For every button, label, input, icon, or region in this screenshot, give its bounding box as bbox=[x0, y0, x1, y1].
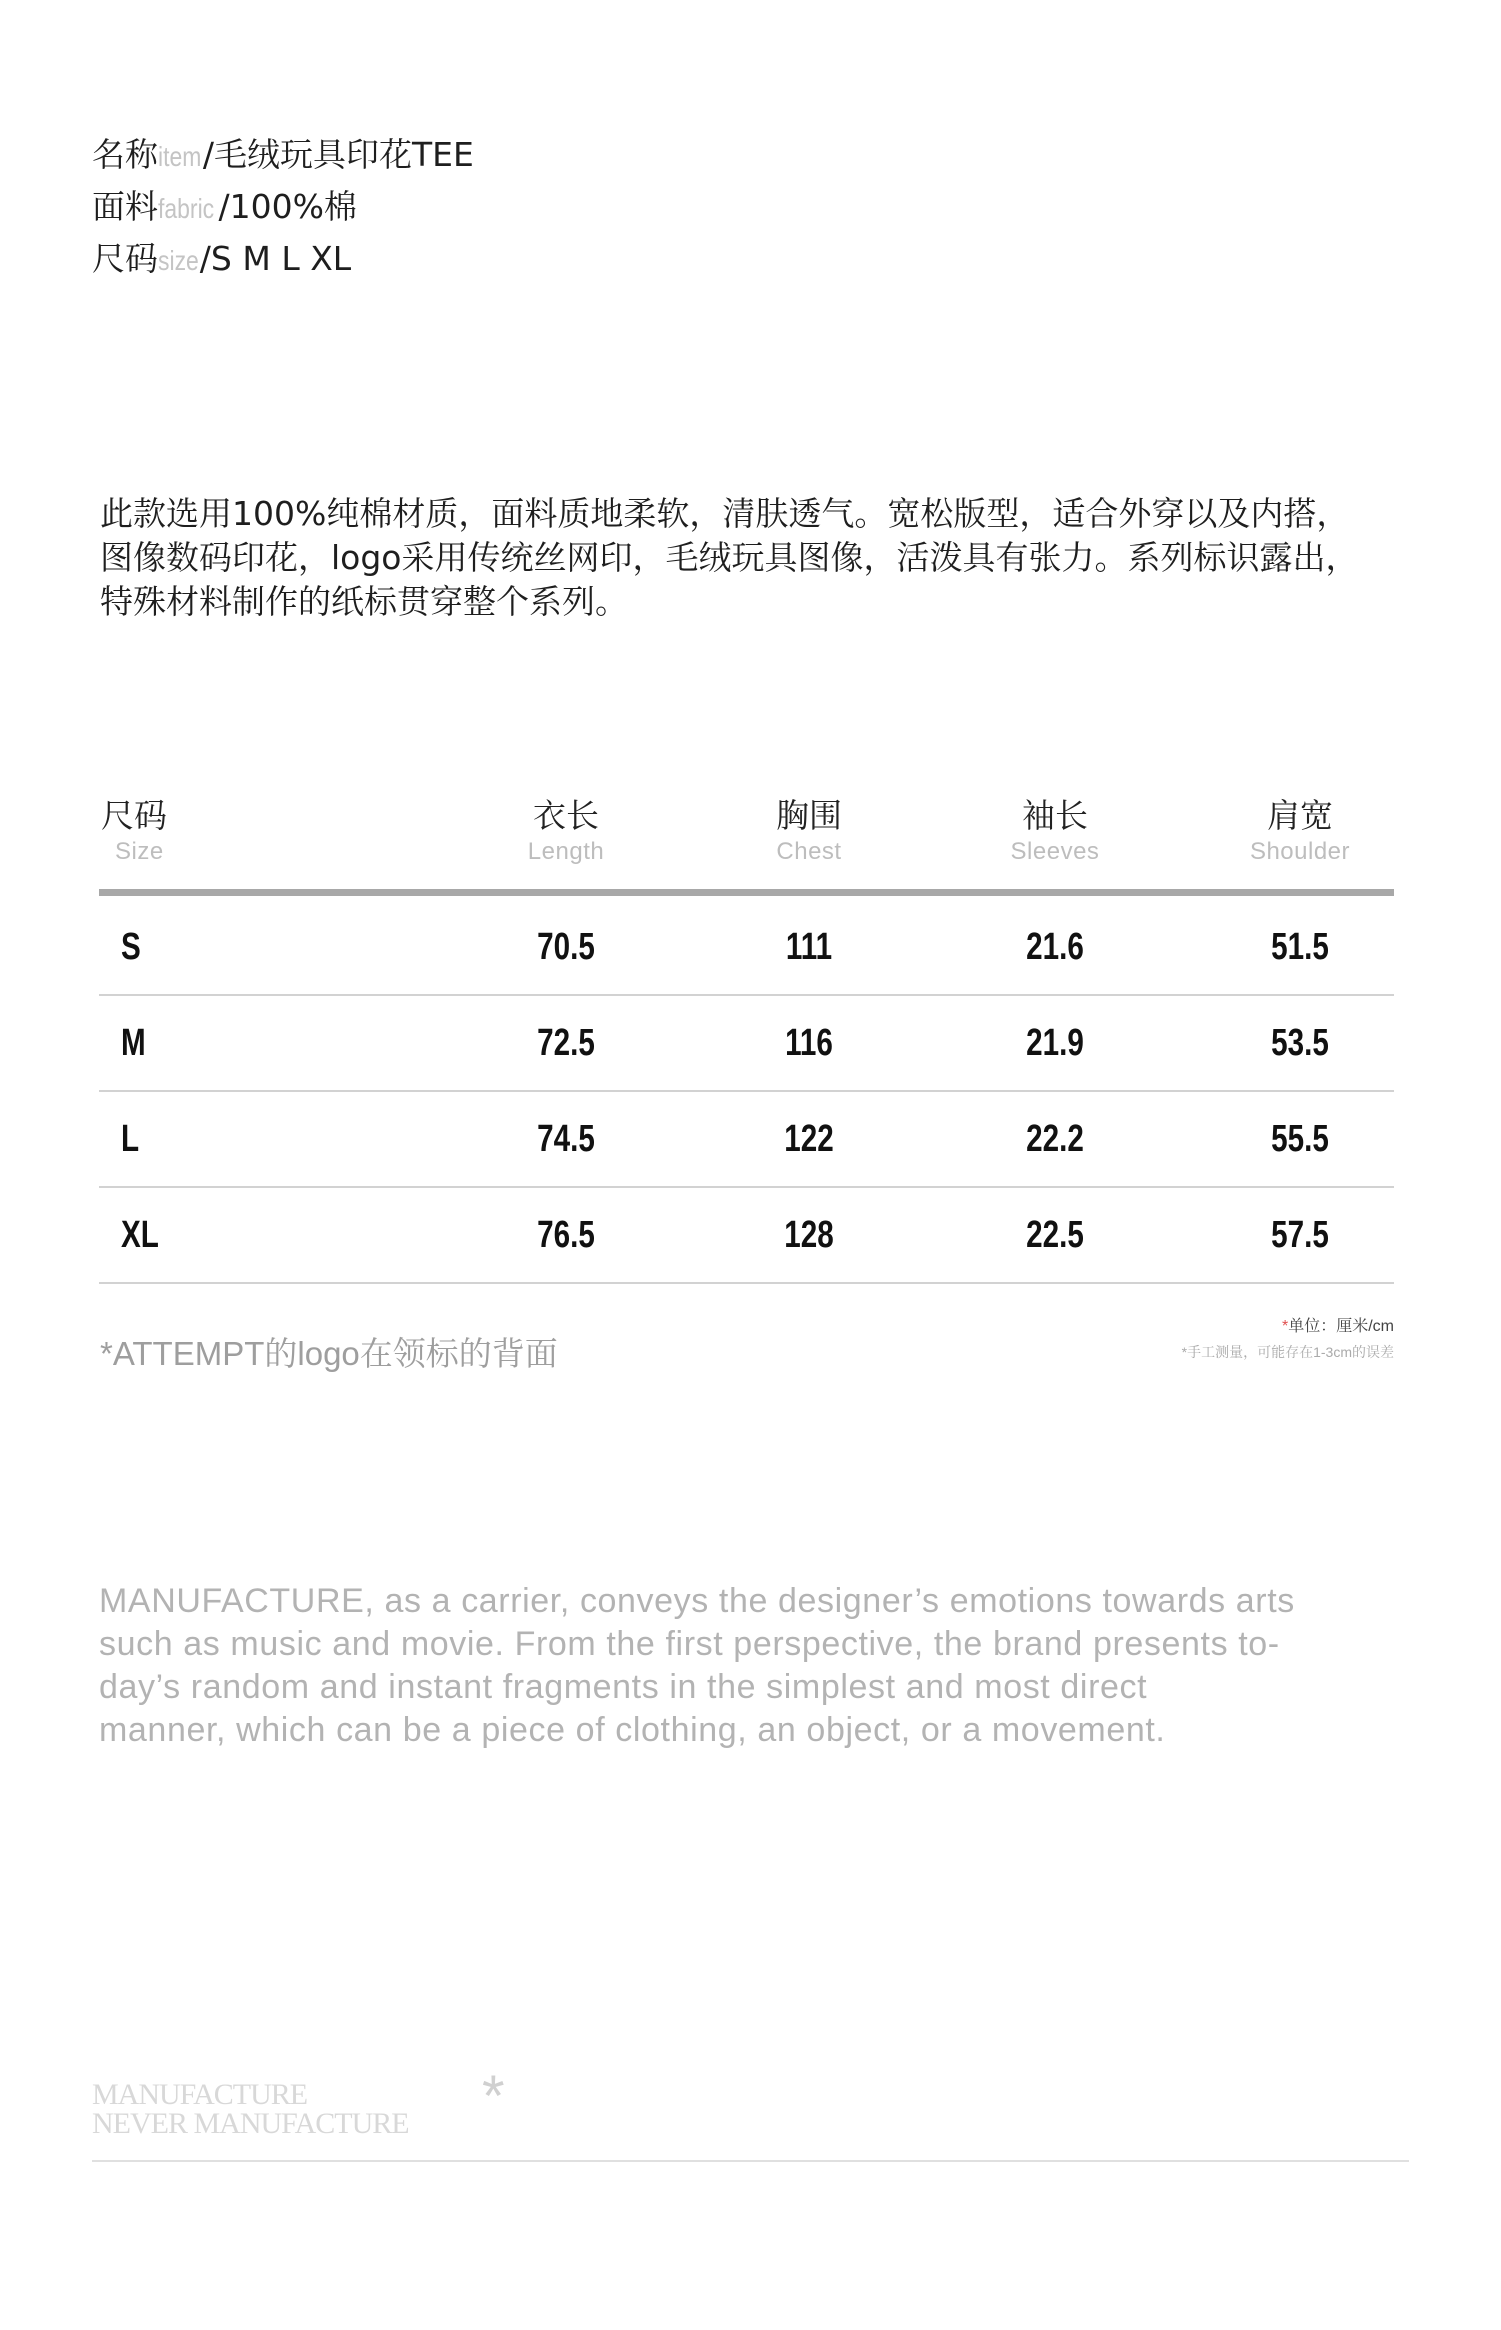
cell-sleeves: 22.5 bbox=[1026, 1214, 1084, 1256]
header-size-en: Size bbox=[115, 838, 164, 865]
statement-line: manner, which can be a piece of clothing, an object, or a movement. bbox=[99, 1711, 1166, 1749]
header-shoulder bbox=[1230, 795, 1370, 867]
cell-sleeves: 21.9 bbox=[1026, 1022, 1084, 1064]
description-line: 此款选用100%纯棉材质，面料质地柔软，清肤透气。宽松版型，适合外穿以及内搭， bbox=[100, 494, 1350, 533]
name-label: 名称 bbox=[92, 135, 158, 174]
fabric-label: 面料 bbox=[92, 187, 158, 226]
table-row bbox=[99, 1188, 1394, 1284]
name-label-en: item bbox=[158, 141, 202, 172]
cell-size: S bbox=[121, 926, 141, 968]
cell-size: M bbox=[121, 1022, 146, 1064]
cell-chest: 111 bbox=[785, 926, 833, 968]
header-shoulder-en: Shoulder bbox=[1249, 838, 1351, 865]
table-row bbox=[99, 996, 1394, 1092]
cell-chest: 116 bbox=[785, 1022, 833, 1064]
cell-length: 74.5 bbox=[537, 1118, 595, 1160]
cell-shoulder: 53.5 bbox=[1271, 1022, 1329, 1064]
cell-length: 72.5 bbox=[537, 1022, 595, 1064]
cell-shoulder: 51.5 bbox=[1271, 926, 1329, 968]
statement-line: day’s random and instant fragments in the simplest and most direct bbox=[99, 1668, 1148, 1706]
cell-chest: 128 bbox=[784, 1214, 834, 1256]
size-table-header bbox=[99, 795, 1394, 892]
header-sleeves-cn: 袖长 bbox=[1022, 796, 1088, 835]
cell-length: 76.5 bbox=[537, 1214, 595, 1256]
asterisk-icon: * bbox=[482, 2064, 505, 2129]
statement-line: MANUFACTURE, as a carrier, conveys the designer’s emotions towards arts bbox=[99, 1582, 1295, 1620]
cell-chest: 122 bbox=[784, 1118, 834, 1160]
cell-sleeves: 22.2 bbox=[1026, 1118, 1084, 1160]
statement-line: such as music and movie. From the first perspective, the brand presents to- bbox=[99, 1625, 1280, 1663]
unit-text: 单位：厘米/cm bbox=[1288, 1318, 1394, 1335]
header-size bbox=[101, 795, 167, 867]
brand-line-2: NEVER MANUFACTURE bbox=[92, 2107, 409, 2140]
fabric-label-en: fabric bbox=[158, 193, 215, 224]
header-shoulder-cn: 肩宽 bbox=[1267, 796, 1333, 835]
brand-logo bbox=[92, 2080, 409, 2138]
header-divider bbox=[99, 889, 1394, 896]
header-chest bbox=[749, 795, 869, 867]
cell-size: L bbox=[121, 1118, 140, 1160]
header-sleeves bbox=[995, 795, 1115, 867]
footer-divider bbox=[92, 2160, 1409, 2162]
header-size-cn: 尺码 bbox=[101, 796, 167, 835]
brand-statement bbox=[99, 1580, 1419, 1752]
brand-line-1: MANUFACTURE bbox=[92, 2078, 308, 2111]
logo-note: *ATTEMPT的logo在领标的背面 bbox=[100, 1335, 558, 1372]
cell-shoulder: 57.5 bbox=[1271, 1214, 1329, 1256]
product-meta bbox=[92, 130, 474, 286]
size-value: /S M L XL bbox=[199, 239, 352, 278]
header-length-en: Length bbox=[527, 838, 605, 865]
header-length bbox=[506, 795, 626, 867]
cell-length: 70.5 bbox=[537, 926, 595, 968]
measurement-note bbox=[1182, 1314, 1394, 1364]
description-line: 图像数码印花，logo采用传统丝网印，毛绒玩具图像，活泼具有张力。系列标识露出， bbox=[100, 538, 1359, 577]
size-table bbox=[99, 795, 1394, 1284]
size-label-en: size bbox=[158, 245, 199, 276]
table-row bbox=[99, 1092, 1394, 1188]
product-size-row bbox=[92, 234, 474, 286]
product-fabric-row bbox=[92, 182, 474, 234]
size-table-body bbox=[99, 900, 1394, 1284]
size-label: 尺码 bbox=[92, 239, 158, 278]
cell-sleeves: 21.6 bbox=[1026, 926, 1084, 968]
product-description bbox=[100, 492, 1410, 624]
product-name-row bbox=[92, 130, 474, 182]
unit-star: * bbox=[1281, 1318, 1289, 1335]
cell-size: XL bbox=[121, 1214, 159, 1256]
header-chest-cn: 胸围 bbox=[776, 796, 842, 835]
description-line: 特殊材料制作的纸标贯穿整个系列。 bbox=[100, 582, 628, 621]
cell-shoulder: 55.5 bbox=[1271, 1118, 1329, 1160]
fabric-value: /100%棉 bbox=[218, 187, 357, 226]
name-value: /毛绒玩具印花TEE bbox=[202, 135, 474, 174]
header-chest-en: Chest bbox=[776, 838, 842, 865]
header-sleeves-en: Sleeves bbox=[1010, 838, 1100, 865]
header-length-cn: 衣长 bbox=[533, 796, 599, 835]
unit-note bbox=[1182, 1314, 1394, 1340]
table-row bbox=[99, 900, 1394, 996]
tolerance-note: *手工测量，可能存在1-3cm的误差 bbox=[1181, 1344, 1394, 1360]
